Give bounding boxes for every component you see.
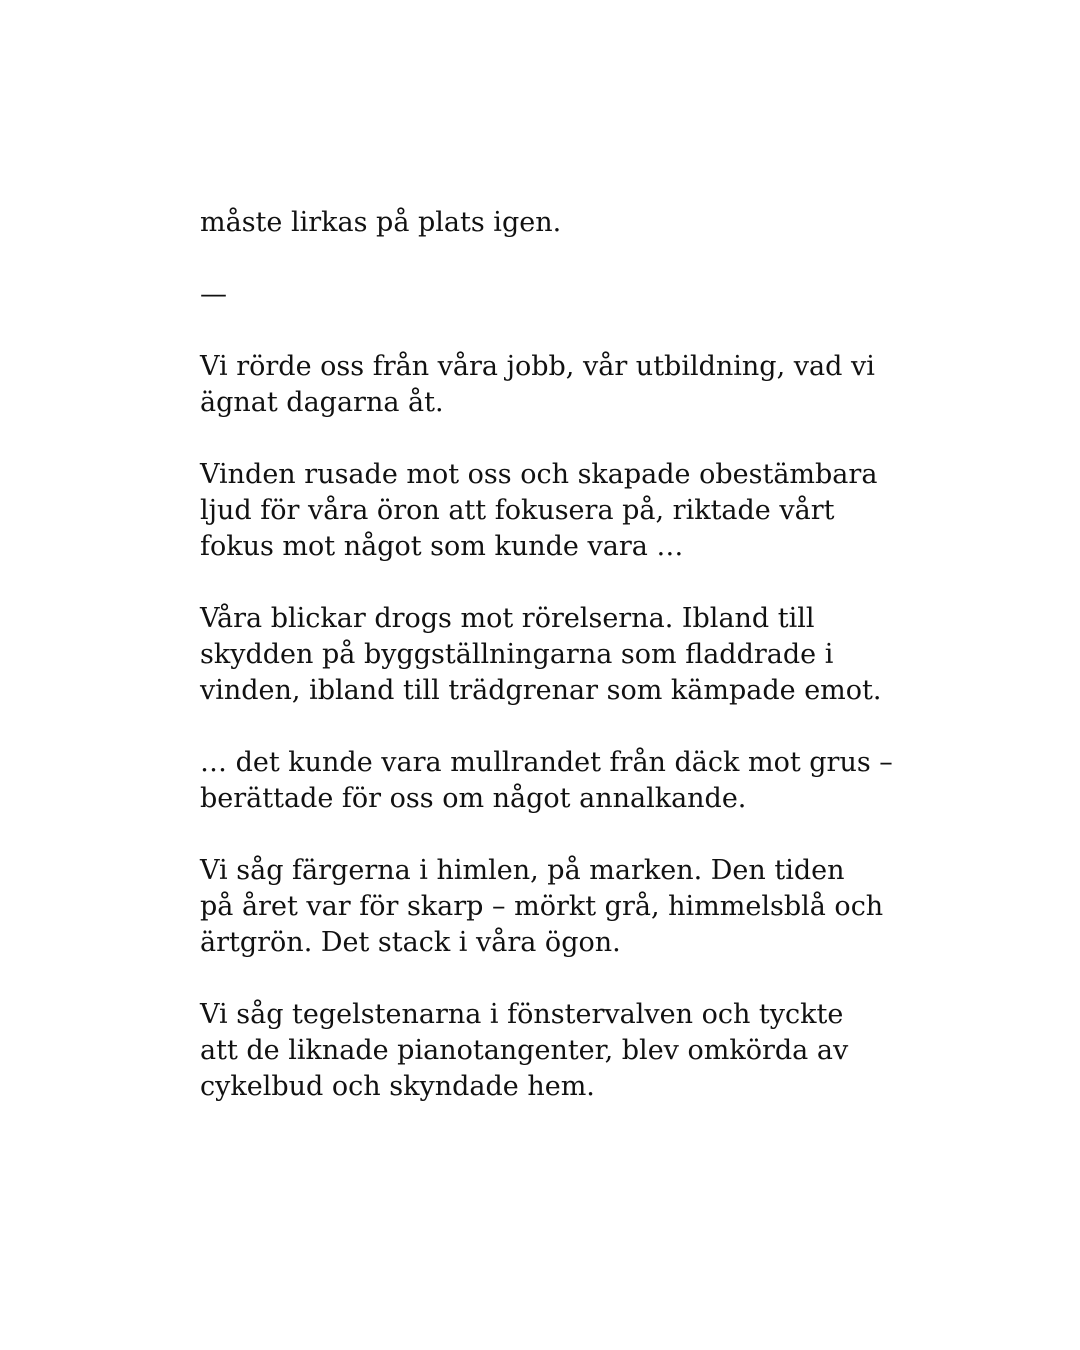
text-line: Våra blickar drogs mot rörelserna. Ibland till <box>200 603 815 634</box>
text-line: vinden, ibland till trädgrenar som kämpade emot. <box>200 675 882 706</box>
text-line: att de liknade pianotangenter, blev omkörda av <box>200 1035 849 1066</box>
text-line: Vi såg tegelstenarna i fönstervalven och tyckte <box>200 999 844 1030</box>
paragraph-1 <box>200 349 920 421</box>
text-line: ljud för våra öron att fokusera på, riktade vårt <box>200 495 835 526</box>
text-line: Vinden rusade mot oss och skapade obestämbara <box>200 459 878 490</box>
first-line <box>200 205 920 241</box>
text-line: måste lirkas på plats igen. <box>200 207 562 238</box>
text-line: fokus mot något som kunde vara … <box>200 531 684 562</box>
text-line: … det kunde vara mullrandet från däck mot grus – <box>200 747 893 778</box>
text-line: Vi rörde oss från våra jobb, vår utbildning, vad vi <box>200 351 875 382</box>
text-line: ägnat dagarna åt. <box>200 387 444 418</box>
text-line: Vi såg färgerna i himlen, på marken. Den tiden <box>200 855 845 886</box>
text-page <box>200 205 920 1141</box>
text-line: skydden på byggställningarna som fladdrade i <box>200 639 834 670</box>
section-separator: — <box>200 279 227 310</box>
paragraph-2 <box>200 457 920 565</box>
paragraph-5 <box>200 853 920 961</box>
paragraph-6 <box>200 997 920 1105</box>
paragraph-4 <box>200 745 920 817</box>
text-line: berättade för oss om något annalkande. <box>200 783 747 814</box>
text-line: på året var för skarp – mörkt grå, himmelsblå och <box>200 891 884 922</box>
text-line: ärtgrön. Det stack i våra ögon. <box>200 927 621 958</box>
paragraph-3 <box>200 601 920 709</box>
text-line: cykelbud och skyndade hem. <box>200 1071 595 1102</box>
